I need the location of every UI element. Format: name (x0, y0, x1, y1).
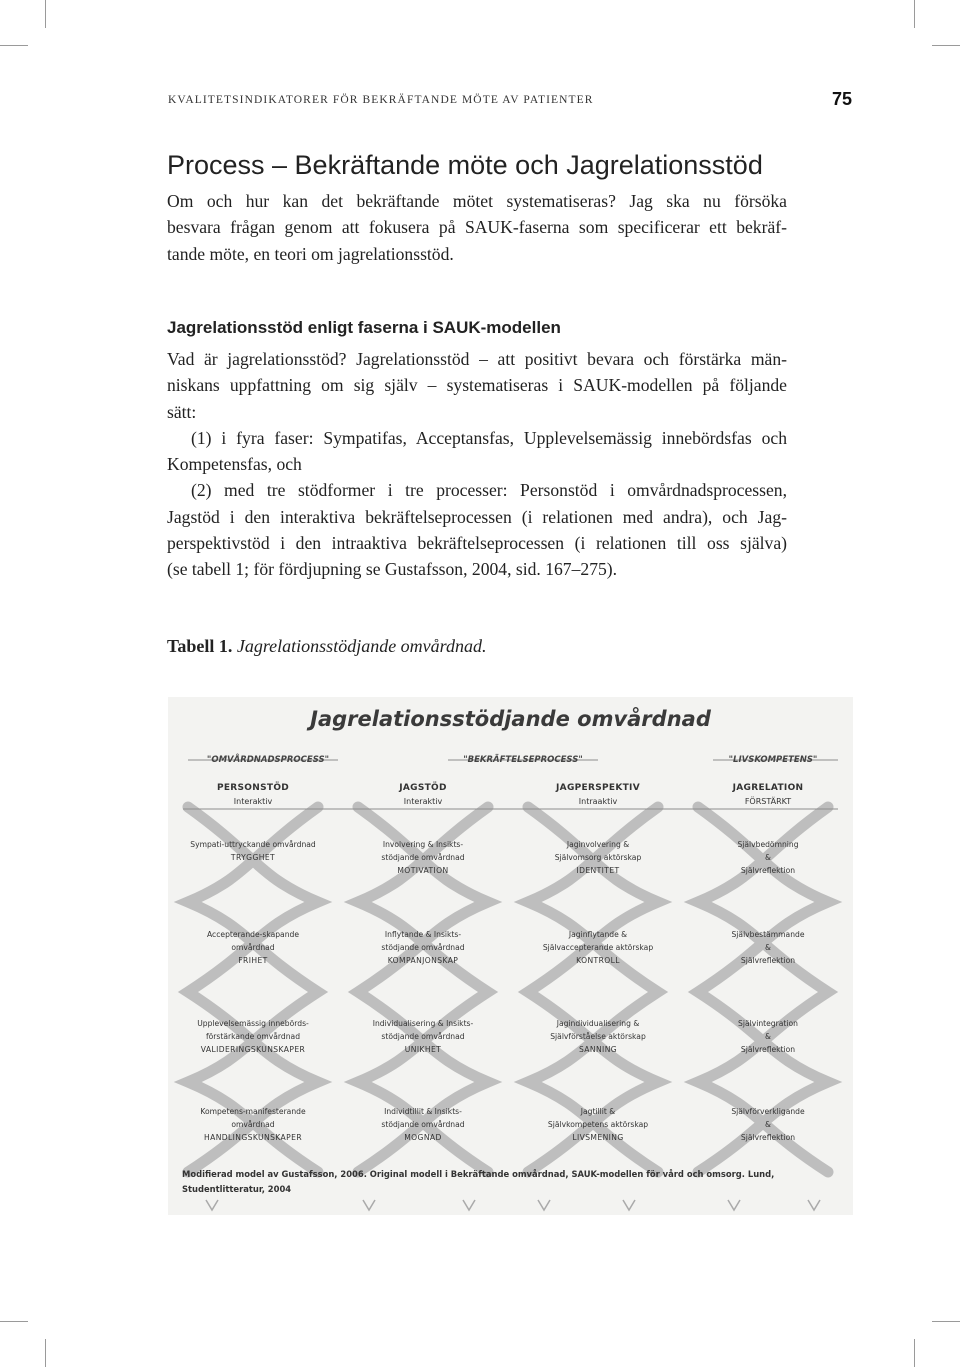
cell-text: Accepterande-skapande (206, 930, 300, 939)
cell-text: Självbedömning (737, 840, 799, 849)
text-line: (se tabell 1; för fördjupning se Gustafsson, 2004, sid. 167–275). (167, 559, 618, 580)
cell-text: Jagtillit & (580, 1107, 616, 1116)
table-caption-title: Jagrelationsstödjande omvårdnad. (236, 636, 487, 656)
cell-text: Individualisering & Insikts- (372, 1019, 474, 1028)
cell-text: Självkompetens aktörskap (547, 1120, 649, 1129)
cell-keyword: SANNING (578, 1045, 618, 1054)
text-line: sätt: (167, 401, 197, 422)
cell-text: Självreflektion (740, 866, 796, 875)
cell-keyword: MOGNAD (404, 1133, 442, 1142)
model-cell (513, 928, 683, 967)
cell-text: förstärkande omvårdnad (205, 1032, 301, 1041)
model-cell (168, 1017, 338, 1056)
running-head: KVALITETSINDIKATORER FÖR BEKRÄFTANDE MÖTE AV PATIENTER (168, 94, 594, 106)
model-cell (338, 928, 508, 967)
text-line: niskans uppfattning om sig själv – systematiseras i SAUK-modellen på följande (167, 375, 787, 396)
model-cell (168, 838, 338, 864)
model-cell (683, 1017, 853, 1056)
section-title: Process – Bekräftande möte och Jagrelationsstöd (167, 150, 763, 180)
cell-text: & (765, 853, 771, 862)
cell-text: & (765, 1032, 771, 1041)
text-line: Kompetensfas, och (167, 454, 302, 475)
cell-text: Självaccepterande aktörskap (542, 943, 654, 952)
cell-text: Inflytande & Insikts- (384, 930, 462, 939)
cell-text: & (765, 943, 771, 952)
cell-keyword: UNIKHET (404, 1045, 442, 1054)
text-line: (2) med tre stödformer i tre processer: Personstöd i omvårdnadsprocessen, (191, 480, 787, 501)
cell-keyword: LIVSMENING (572, 1133, 624, 1142)
text-line: Jagstöd i den interaktiva bekräftelseprocessen (i relationen med andra), och Jag- (167, 506, 787, 527)
footnote-line: Modifierad model av Gustafsson, 2006. Original modell i Bekräftande omvårdnad, SAUK-modellen för vård och omsorg. Lund, (182, 1169, 775, 1179)
column-header (683, 782, 853, 808)
body-paragraph (167, 346, 787, 583)
crop-mark (0, 1321, 28, 1322)
cell-text: stödjande omvårdnad (381, 1120, 465, 1129)
process-label: "BEKRÄFTELSEPROCESS" (463, 755, 583, 765)
cell-text: Upplevelsemässig innebörds- (197, 1019, 309, 1028)
cell-text: Självomsorg aktörskap (554, 853, 642, 862)
crop-mark (45, 0, 46, 28)
figure-footnote (182, 1167, 842, 1197)
cell-text: Jaginvolvering & (566, 840, 630, 849)
cell-keyword: KONTROLL (576, 956, 620, 965)
cell-text: omvårdnad (231, 943, 275, 952)
model-cell (338, 1105, 508, 1144)
text-line: (1) i fyra faser: Sympatifas, Acceptansfas, Upplevelsemässig innebördsfas och (191, 427, 787, 448)
model-cell (513, 1105, 683, 1144)
cell-text: Individtillit & Insikts- (384, 1107, 462, 1116)
column-title: JAGSTÖD (399, 783, 447, 793)
model-cell (513, 1017, 683, 1056)
model-cell (168, 928, 338, 967)
process-label: "LIVSKOMPETENS" (728, 755, 818, 765)
figure-sauk-model (168, 697, 853, 1215)
figure-title: Jagrelationsstödjande omvårdnad (310, 707, 711, 731)
column-subtitle: Interaktiv (233, 797, 273, 806)
cell-text: stödjande omvårdnad (381, 943, 465, 952)
cell-keyword: IDENTITET (576, 866, 620, 875)
cell-text: stödjande omvårdnad (381, 1032, 465, 1041)
crop-mark (45, 1339, 46, 1367)
model-cell (683, 838, 853, 877)
footnote-line: Studentlitteratur, 2004 (182, 1184, 292, 1194)
text-line: tande möte, en teori om jagrelationsstöd. (167, 243, 454, 264)
cell-keyword: MOTIVATION (397, 866, 449, 875)
model-cell (683, 1105, 853, 1144)
process-label: "OMVÅRDNADSPROCESS" (206, 755, 330, 765)
cell-text: Självreflektion (740, 956, 796, 965)
model-cell (338, 838, 508, 877)
cell-text: Självförverkligande (731, 1107, 805, 1116)
intro-paragraph (167, 188, 787, 267)
cell-text: Jaginflytande & (568, 930, 628, 939)
text-line: Om och hur kan det bekräftande mötet systematiseras? Jag ska nu försöka (167, 191, 787, 211)
model-cell (513, 838, 683, 877)
table-caption (167, 636, 487, 657)
cell-text: Självreflektion (740, 1133, 796, 1142)
column-subtitle: Interaktiv (403, 797, 443, 806)
table-caption-label: Tabell 1. (167, 636, 233, 656)
column-title: PERSONSTÖD (216, 783, 290, 793)
cell-text: Självreflektion (740, 1045, 796, 1054)
cell-text: stödjande omvårdnad (381, 853, 465, 862)
cell-text: omvårdnad (231, 1120, 275, 1129)
cell-text: Självförståelse aktörskap (550, 1032, 646, 1041)
crop-mark (932, 1321, 960, 1322)
cell-text: Självintegration (738, 1019, 798, 1028)
page-number: 75 (832, 89, 853, 109)
text-line: besvara frågan genom att fokusera på SAUK-faserna som specificerar ett bekräf- (167, 217, 787, 238)
cell-text: Självbestämmande (731, 930, 805, 939)
column-subtitle: FÖRSTÄRKT (744, 797, 792, 806)
model-cell (168, 1105, 338, 1144)
subheading: Jagrelationsstöd enligt faserna i SAUK-modellen (167, 318, 561, 337)
cell-keyword: HANDLINGSKUNSKAPER (203, 1133, 303, 1142)
text-line: Vad är jagrelationsstöd? Jagrelationsstöd – att positivt bevara och förstärka män- (167, 349, 787, 369)
cell-keyword: TRYGGHET (230, 853, 276, 862)
crop-mark (0, 45, 28, 46)
column-header (338, 782, 508, 808)
cell-keyword: VALIDERINGSKUNSKAPER (200, 1045, 306, 1054)
crop-mark (914, 0, 915, 28)
cell-keyword: FRIHET (238, 956, 268, 965)
cell-text: Jagindividualisering & (556, 1019, 640, 1028)
model-cell (338, 1017, 508, 1056)
column-title: JAGRELATION (732, 783, 804, 793)
crop-mark (932, 45, 960, 46)
column-header (168, 782, 338, 808)
cell-keyword: KOMPANJONSKAP (387, 956, 459, 965)
cell-text: Involvering & Insikts- (382, 840, 464, 849)
text-line: perspektivstöd i den intraaktiva bekräftelseprocessen (i relationen till oss själva) (167, 533, 787, 554)
column-subtitle: Intraaktiv (578, 797, 618, 806)
cell-text: & (765, 1120, 771, 1129)
crop-mark (914, 1339, 915, 1367)
model-cell (683, 928, 853, 967)
column-header (513, 782, 683, 808)
cell-text: Kompetens-manifesterande (200, 1107, 306, 1116)
column-title: JAGPERSPEKTIV (556, 783, 640, 793)
cell-text: Sympati-uttryckande omvårdnad (190, 840, 316, 849)
